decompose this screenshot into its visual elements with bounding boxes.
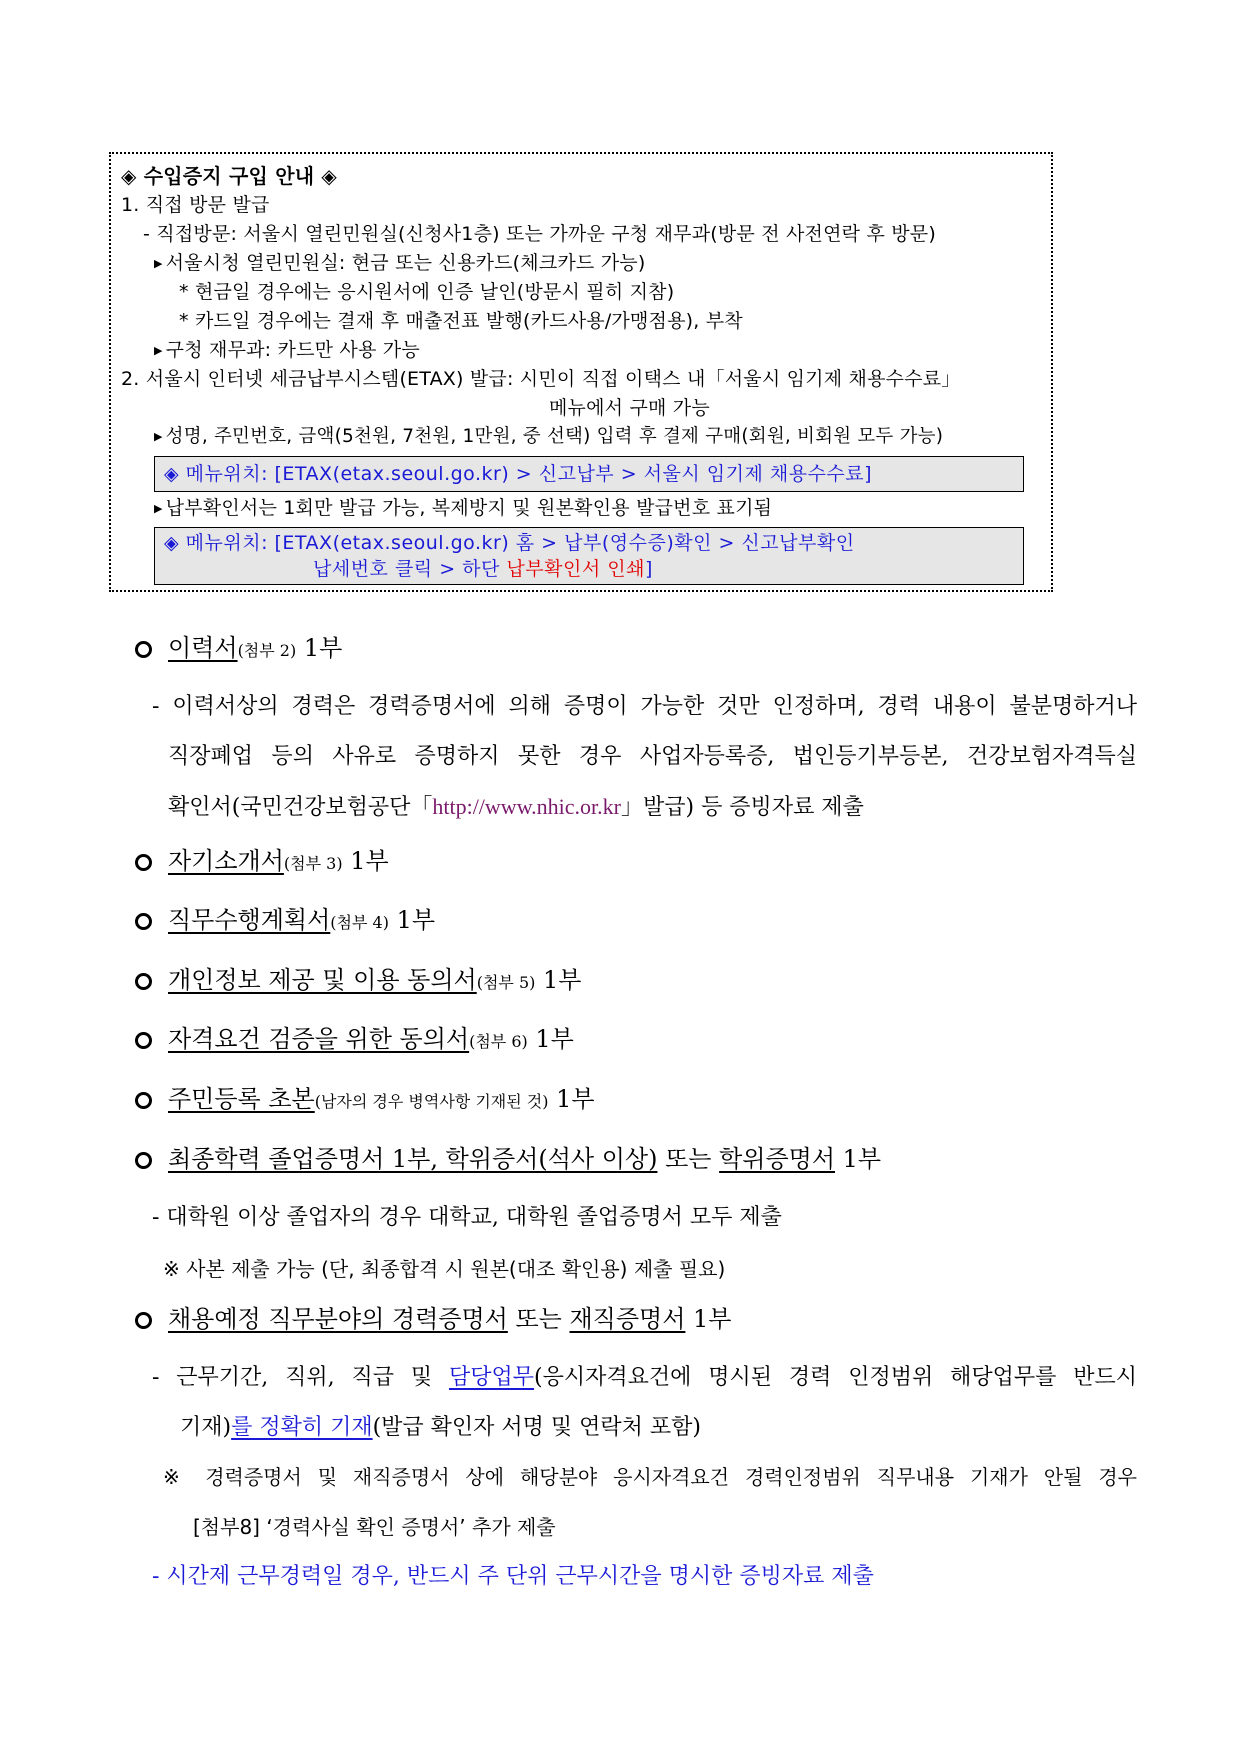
resume-note-3: 확인서(국민건강보험공단「http://www.nhic.or.kr」발급) 등 증빙자료 제출 [168, 794, 864, 820]
career-note-1: - 근무기간, 직위, 직급 및 담당업무(응시자격요건에 명시된 경력 인정범위 해당업무를 반드시 [152, 1365, 1137, 1390]
nhic-link[interactable]: http://www.nhic.or.kr [432, 794, 621, 819]
triangle-icon: ▶ [154, 430, 163, 443]
triangle-icon: ▶ [154, 344, 163, 357]
bullet-icon [135, 1032, 152, 1049]
guide-line-10: ▶ 납부확인서는 1회만 발급 가능, 복제방지 및 원본확인용 발급번호 표기됨 [154, 497, 773, 519]
bullet-icon [135, 1152, 152, 1169]
resume-note-2: 직장폐업 등의 사유로 증명하지 못한 경우 사업자등록증, 법인등기부등본, 건강보험자격득실 [168, 744, 1137, 769]
guide-line-5: * 카드일 경우에는 결재 후 매출전표 발행(카드사용/가맹점용), 부착 [179, 310, 743, 332]
education-note-1: - 대학원 이상 졸업자의 경우 대학교, 대학원 졸업증명서 모두 제출 [152, 1205, 782, 1230]
item-privacy-consent: 개인정보 제공 및 이용 동의서(첨부 5) 1부 [168, 966, 582, 994]
guide-line-9: ▶ 성명, 주민번호, 금액(5천원, 7천원, 1만원, 중 선택) 입력 후 결제 구매(회원, 비회원 모두 가능) [154, 426, 944, 447]
item-career-cert: 채용예정 직무분야의 경력증명서 또는 재직증명서 1부 [168, 1305, 732, 1333]
career-note-4: [첨부8] ‘경력사실 확인 증명서’ 추가 제출 [193, 1515, 556, 1539]
triangle-icon: ▶ [154, 502, 163, 515]
item-self-intro: 자기소개서(첨부 3) 1부 [168, 847, 389, 875]
career-note-3: ※ 경력증명서 및 재직증명서 상에 해당분야 응시자격요건 경력인정범위 직무내용 기재가 안될 경우 [163, 1465, 1137, 1489]
item-verify-consent: 자격요건 검증을 위한 동의서(첨부 6) 1부 [168, 1025, 574, 1053]
bullet-icon [135, 641, 152, 658]
education-note-2: ※ 사본 제출 가능 (단, 최종합격 시 원본(대조 확인용) 제출 필요) [163, 1257, 726, 1281]
menu-location-2-line2: 납세번호 클릭 > 하단 납부확인서 인쇄] [313, 558, 653, 580]
guide-line-2: - 직접방문: 서울시 열린민원실(신청사1층) 또는 가까운 구청 재무과(방문 전 사전연락 후 방문) [143, 223, 936, 245]
triangle-icon: ▶ [154, 257, 163, 270]
item-job-plan: 직무수행계획서(첨부 4) 1부 [168, 906, 436, 934]
purchase-guide-box [109, 152, 1053, 592]
guide-line-6: ▶ 구청 재무과: 카드만 사용 가능 [154, 339, 420, 361]
guide-line-3: ▶ 서울시청 열린민원실: 현금 또는 신용카드(체크카드 가능) [154, 252, 646, 274]
guide-line-7: 2. 서울시 인터넷 세금납부시스템(ETAX) 발급: 시민이 직접 이택스 내「서울시 임기제 채용수수료」 [121, 368, 961, 390]
menu-location-1: ◈ 메뉴위치: [ETAX(etax.seoul.go.kr) > 신고납부 > 서울시 임기제 채용수수료] [154, 456, 1024, 492]
item-education: 최종학력 졸업증명서 1부, 학위증서(석사 이상) 또는 학위증명서 1부 [168, 1145, 882, 1173]
bullet-icon [135, 1312, 152, 1329]
item-resume: 이력서(첨부 2) 1부 [168, 634, 343, 662]
resume-note-1: - 이력서상의 경력은 경력증명서에 의해 증명이 가능한 것만 인정하며, 경력 내용이 불분명하거나 [152, 694, 1137, 719]
parttime-note: - 시간제 근무경력일 경우, 반드시 주 단위 근무시간을 명시한 증빙자료 제출 [152, 1564, 874, 1589]
career-note-2: 기재)를 정확히 기재(발급 확인자 서명 및 연락처 포함) [180, 1415, 702, 1440]
bullet-icon [135, 973, 152, 990]
guide-title: ◈ 수입증지 구입 안내 ◈ [121, 164, 337, 188]
guide-line-4: * 현금일 경우에는 응시원서에 인증 날인(방문시 필히 지참) [179, 281, 675, 303]
menu-location-2: ◈ 메뉴위치: [ETAX(etax.seoul.go.kr) 홈 > 납부(영수증)확인 > 신고납부확인 납세번호 클릭 > 하단 납부확인서 인쇄] [154, 527, 1024, 585]
bullet-icon [135, 854, 152, 871]
guide-line-8: 메뉴에서 구매 가능 [549, 397, 710, 419]
guide-line-1: 1. 직접 방문 발급 [121, 194, 270, 216]
bullet-icon [135, 1092, 152, 1109]
bullet-icon [135, 913, 152, 930]
item-resident-register: 주민등록 초본(남자의 경우 병역사항 기재된 것) 1부 [168, 1085, 595, 1113]
